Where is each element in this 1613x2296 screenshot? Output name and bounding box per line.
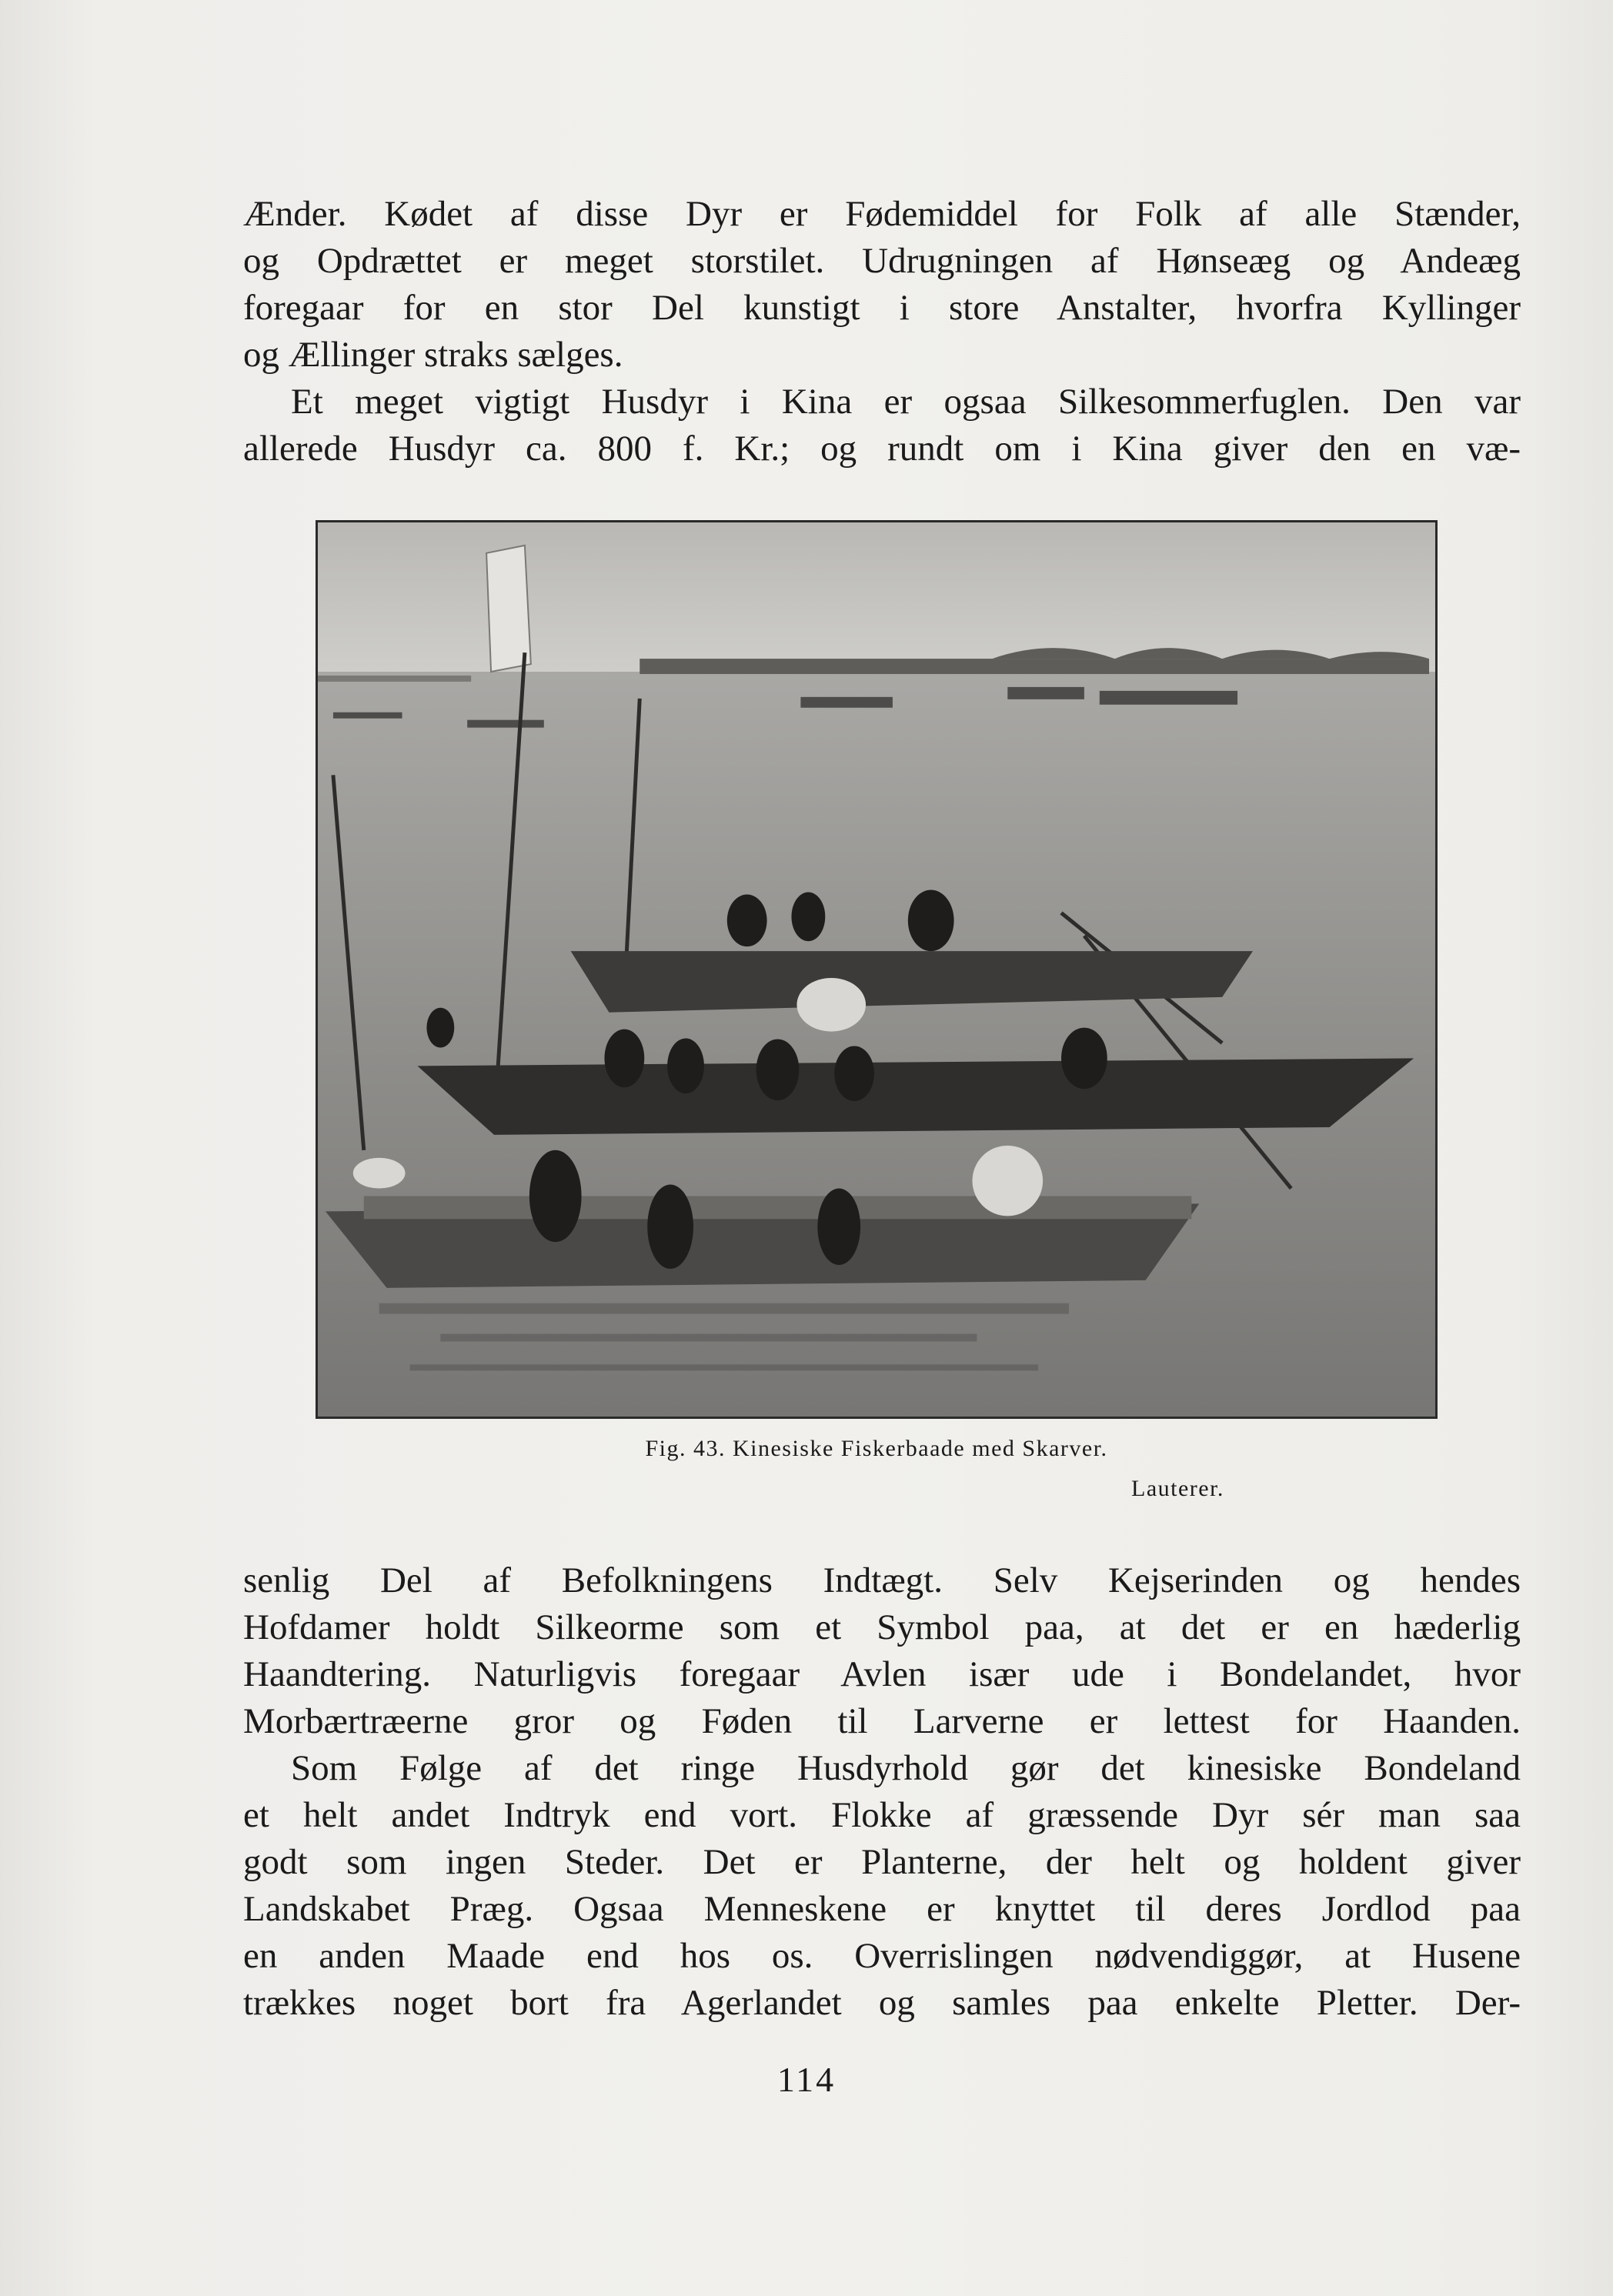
photo-credit: Lauterer. <box>1131 1476 1224 1501</box>
fishing-boats-photo <box>318 522 1435 1417</box>
front-boat-deck <box>364 1196 1192 1219</box>
paragraph <box>243 191 1521 379</box>
text-block-top <box>243 191 1521 472</box>
middle-boat <box>417 1058 1414 1134</box>
figure-caption: Fig. 43. Kinesiske Fiskerbaade med Skarver. <box>645 1436 1108 1461</box>
text-line: trækkes noget bort fra Agerlandet og samles paa enkelte Pletter. Der- <box>243 1983 1521 2023</box>
text-block-bottom <box>243 1557 1521 2027</box>
text-line: Morbærtræerne gror og Føden til Larverne er lettest for Haanden. <box>243 1701 1521 1741</box>
text-line: Landskabet Præg. Ogsaa Menneskene er knyttet til deres Jordlod paa <box>243 1889 1521 1929</box>
paragraph <box>243 1745 1521 2027</box>
text-line: senlig Del af Befolkningens Indtægt. Selv Kejserinden og hendes <box>243 1560 1521 1600</box>
text-line: allerede Husdyr ca. 800 f. Kr.; og rundt om i Kina giver den en væ- <box>243 429 1521 469</box>
text-line: Et meget vigtigt Husdyr i Kina er ogsaa Silkesommerfuglen. Den var <box>291 382 1521 422</box>
paragraph <box>243 1557 1521 1745</box>
text-line: foregaar for en stor Del kunstigt i store Anstalter, hvorfra Kyllinger <box>243 288 1521 328</box>
text-line: Hofdamer holdt Silkeorme som et Symbol paa, at det er en hæderlig <box>243 1607 1521 1647</box>
page-number: 114 <box>776 2060 837 2099</box>
text-line: Ænder. Kødet af disse Dyr er Fødemiddel for Folk af alle Stænder, <box>243 194 1521 234</box>
text-line: et helt andet Indtryk end vort. Flokke af græssende Dyr sér man saa <box>243 1795 1521 1835</box>
photo-figure <box>316 520 1438 1419</box>
text-line: og Opdrættet er meget storstilet. Udrugningen af Hønseæg og Andeæg <box>243 241 1521 281</box>
text-line: Som Følge af det ringe Husdyrhold gør det kinesiske Bondeland <box>291 1748 1521 1788</box>
text-line: godt som ingen Steder. Det er Planterne, der helt og holdent giver <box>243 1842 1521 1882</box>
paragraph <box>243 379 1521 472</box>
text-line: en anden Maade end hos os. Overrislingen nødvendiggør, at Husene <box>243 1936 1521 1976</box>
text-line: Haandtering. Naturligvis foregaar Avlen især ude i Bondelandet, hvor <box>243 1654 1521 1694</box>
text-line: og Ællinger straks sælges. <box>243 335 623 375</box>
